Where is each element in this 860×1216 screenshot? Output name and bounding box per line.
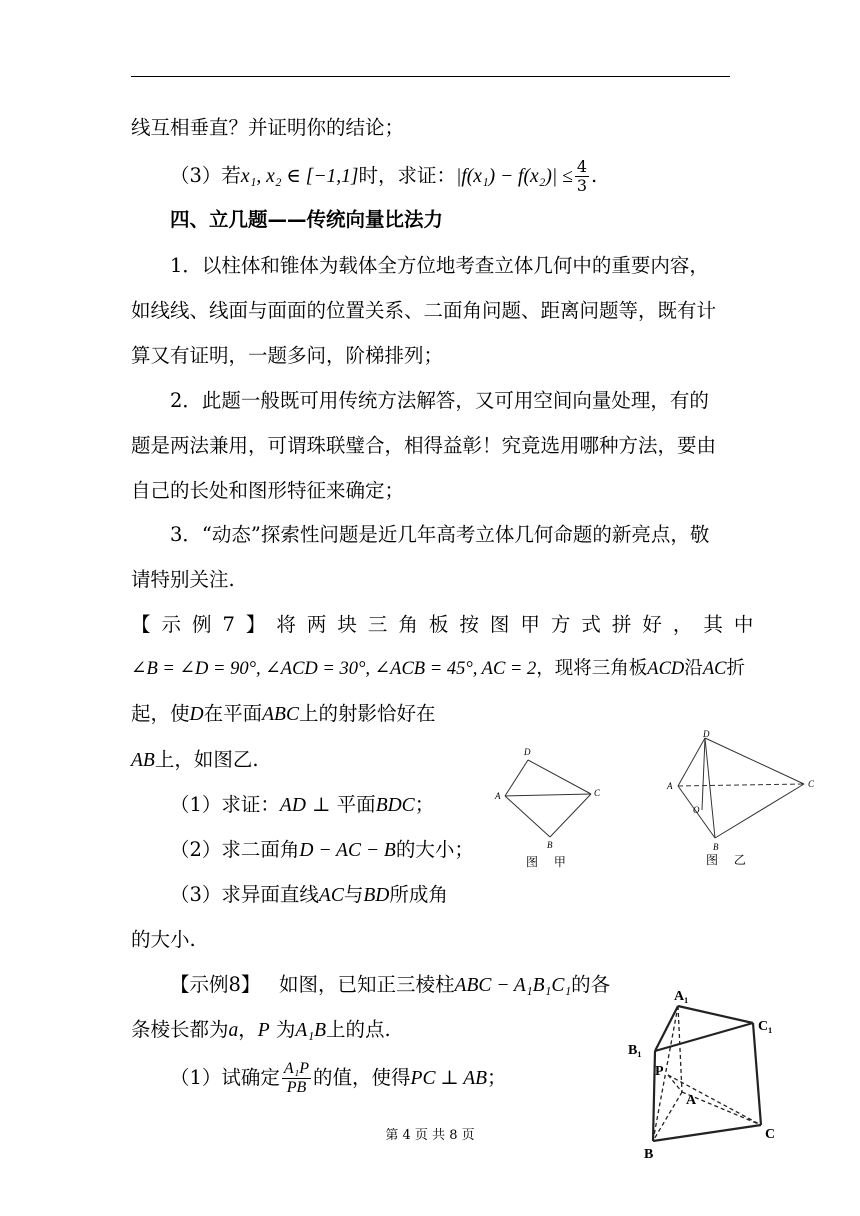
label-a: A <box>686 1093 697 1108</box>
text-line: 算又有证明，一题多问，阶梯排列； <box>131 344 444 367</box>
label-a: A <box>495 791 501 801</box>
text-line: 的大小. <box>131 928 196 951</box>
figure-jia <box>490 738 620 870</box>
text-line: 如线线、线面与面面的位置关系、二面角问题、距离问题等，既有计 <box>131 299 717 322</box>
figure-yi <box>662 730 822 870</box>
figure-caption: 图 乙 <box>706 853 752 867</box>
label-b1: B₁ <box>628 1043 642 1058</box>
question-1: （1）求证：AD ⊥ 平面BDC； <box>170 793 435 816</box>
text-line: 条棱长都为a，P 为A₁B上的点. <box>131 1018 391 1041</box>
label-c: C <box>808 779 815 789</box>
example-7-title: 【示例7】将两块三角板按图甲方式拼好，其中 <box>131 613 765 636</box>
text-line: ∠B = ∠D = 90°, ∠ACD = 30°, ∠ACB = 45°, AC = 2，现将三角板ACD沿AC折 <box>131 658 745 679</box>
label-c: C <box>594 788 601 798</box>
text-line: 1．以柱体和锥体为载体全方位地考查立体几何中的重要内容， <box>170 254 709 277</box>
question-8-1: （1）试确定 $\frac{\text{A₁P}}{PB}$ 的值，使得PC ⊥ AB； <box>170 1060 507 1096</box>
label-a: A <box>667 781 673 791</box>
header-rule <box>131 76 730 77</box>
page-footer: 第 4 页 共 8 页 <box>385 1128 475 1143</box>
label-b: B <box>644 1147 654 1162</box>
fraction: $\frac{4}{3}$ <box>576 157 588 195</box>
label-d: D <box>524 747 531 757</box>
text-line: 自己的长处和图形特征来确定； <box>131 479 405 502</box>
label-p: P <box>655 1064 664 1079</box>
text-line: 请特别关注. <box>131 568 235 591</box>
label-b: B <box>713 842 719 852</box>
text-line: 线互相垂直？并证明你的结论； <box>131 116 405 139</box>
label-o: O <box>693 805 700 815</box>
label-d: D <box>703 730 710 739</box>
proof-item-3: （3）若x₁, x₂ ∈ [−1,1]时，求证：|f(x₁) − f(x₂)| ≤ $\frac{4}{3}$ . <box>170 157 598 195</box>
label-c1: C₁ <box>758 1019 773 1034</box>
example-8-title: 【示例8】 如图，已知正三棱柱ABC − A₁B₁C₁的各 <box>170 973 611 996</box>
text-line: 2．此题一般既可用传统方法解答，又可用空间向量处理，有的 <box>170 389 709 412</box>
ratio-fraction: $\frac{\text{A₁P}}{PB}$ <box>283 1060 310 1096</box>
label-a1: A₁ <box>674 989 689 1004</box>
label-c: C <box>765 1127 776 1142</box>
label-b: B <box>547 840 553 850</box>
section-heading: 四、立几题——传统向量比法力 <box>170 208 444 231</box>
text-line: 起，使D在平面ABC上的射影恰好在 <box>131 702 436 725</box>
question-3: （3）求异面直线AC与BD所成角 <box>170 883 448 906</box>
text-line: 题是两法兼用，可谓珠联璧合，相得益彰！究竟选用哪种方法，要由 <box>131 434 717 457</box>
figure-caption: 图 甲 <box>526 855 572 869</box>
text-line: 3．“动态”探索性问题是近几年高考立体几何命题的新亮点，敬 <box>170 523 710 546</box>
question-2: （2）求二面角D − AC − B的大小； <box>170 838 474 861</box>
text-line: AB上，如图乙. <box>131 748 259 771</box>
